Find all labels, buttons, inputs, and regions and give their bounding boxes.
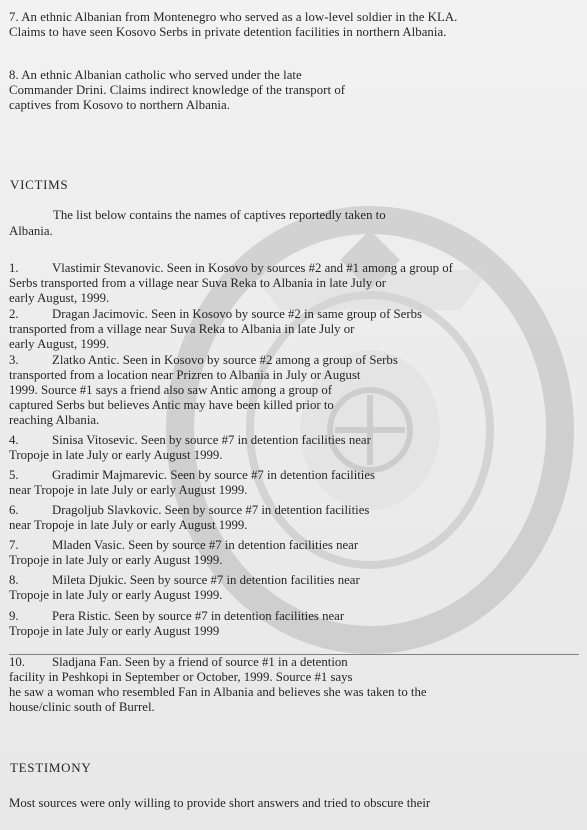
victim-8-line-2: Tropoje in late July or early August 1999. (9, 588, 223, 602)
victim-2-number: 2. (9, 307, 19, 321)
victim-1-line-2: Serbs transported from a village near Suva Reka to Albania in late July or (9, 276, 387, 290)
victim-7-line-1: Mladen Vasic. Seen by source #7 in detention facilities near (52, 538, 359, 552)
victim-3-number: 3. (9, 353, 19, 367)
victim-6-line-1: Dragoljub Slavkovic. Seen by source #7 in detention facilities (52, 503, 370, 517)
victim-4-number: 4. (9, 433, 19, 447)
victim-10-line-4: house/clinic south of Burrel. (9, 700, 155, 714)
victim-9-line-1: Pera Ristic. Seen by source #7 in detention facilities near (52, 609, 345, 623)
victims-intro-line-2: Albania. (9, 224, 53, 238)
victim-1-line-1: Vlastimir Stevanovic. Seen in Kosovo by sources #2 and #1 among a group of (52, 261, 453, 275)
source-7-paragraph (9, 10, 569, 40)
victim-10-line-1: Sladjana Fan. Seen by a friend of source #1 in a detention (52, 655, 348, 669)
victim-3-line-5: reaching Albania. (9, 413, 100, 427)
victim-1-number: 1. (9, 261, 19, 275)
source-8-line-2: Commander Drini. Claims indirect knowledge of the transport of (9, 83, 346, 98)
victim-2-line-3: early August, 1999. (9, 337, 110, 351)
victim-3-line-1: Zlatko Antic. Seen in Kosovo by source #2 among a group of Serbs (52, 353, 398, 367)
victim-10-number: 10. (9, 655, 25, 669)
victim-2-line-1: Dragan Jacimovic. Seen in Kosovo by source #2 in same group of Serbs (52, 307, 422, 321)
victim-3-line-4: captured Serbs but believes Antic may have been killed prior to (9, 398, 334, 412)
victim-9-number: 9. (9, 609, 19, 623)
victim-1-line-3: early August, 1999. (9, 291, 110, 305)
victims-intro-line-1: The list below contains the names of captives reportedly taken to (53, 208, 386, 222)
victim-4-line-2: Tropoje in late July or early August 1999. (9, 448, 223, 462)
victim-6-number: 6. (9, 503, 19, 517)
source-8-line-1: 8. An ethnic Albanian catholic who served under the late (9, 68, 302, 82)
victim-5-line-2: near Tropoje in late July or early August 1999. (9, 483, 248, 497)
victim-7-number: 7. (9, 538, 19, 552)
source-8-paragraph (9, 68, 569, 114)
victims-heading: VICTIMS (10, 177, 69, 192)
victim-6-line-2: near Tropoje in late July or early August 1999. (9, 518, 248, 532)
testimony-line-1: Most sources were only willing to provide short answers and tried to obscure their (9, 796, 431, 810)
victim-7-line-2: Tropoje in late July or early August 1999. (9, 553, 223, 567)
victim-4-line-1: Sinisa Vitosevic. Seen by source #7 in detention facilities near (52, 433, 371, 447)
source-8-line-3: captives from Kosovo to northern Albania. (9, 98, 230, 113)
victim-8-line-1: Mileta Djukic. Seen by source #7 in detention facilities near (52, 573, 360, 587)
victim-10-line-2: facility in Peshkopi in September or October, 1999. Source #1 says (9, 670, 353, 684)
victim-3-line-3: 1999. Source #1 says a friend also saw Antic among a group of (9, 383, 333, 397)
victim-5-line-1: Gradimir Majmarevic. Seen by source #7 in detention facilities (52, 468, 376, 482)
victim-10-line-3: he saw a woman who resembled Fan in Albania and believes she was taken to the (9, 685, 427, 699)
victim-5-number: 5. (9, 468, 19, 482)
victim-9-line-2: Tropoje in late July or early August 1999 (9, 624, 220, 638)
testimony-heading: TESTIMONY (10, 760, 92, 775)
victim-3-line-2: transported from a location near Prizren to Albania in July or August (9, 368, 361, 382)
victim-2-line-2: transported from a village near Suva Reka to Albania in late July or (9, 322, 355, 336)
source-7-line-1: 7. An ethnic Albanian from Montenegro who served as a low-level soldier in the KLA. (9, 10, 458, 24)
victim-8-number: 8. (9, 573, 19, 587)
source-7-line-2: Claims to have seen Kosovo Serbs in private detention facilities in northern Albania. (9, 25, 447, 40)
